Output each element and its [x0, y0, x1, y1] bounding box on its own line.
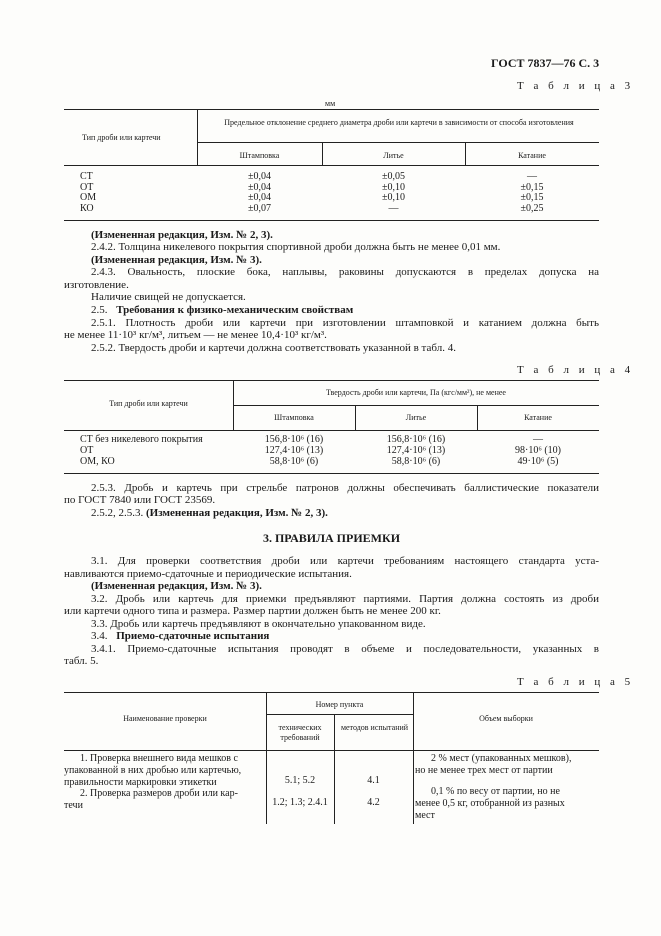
table4-row-type: СТ без никелевого покрытия	[80, 434, 203, 445]
table4-cell: 49·10⁶ (5)	[517, 456, 559, 467]
page-header: ГОСТ 7837—76 С. 3	[491, 56, 600, 70]
table5-r1-line2: упакованной в них дробью или картечью,	[64, 765, 242, 776]
table4-col-stamp: Штамповка	[274, 413, 314, 422]
table3-unit: мм	[325, 99, 336, 108]
table3-row-type: ОТ	[80, 181, 94, 193]
para-2-5-2: 2.5.2. Твердость дроби и картечи должна соответствовать указанной в табл. 4.	[91, 342, 456, 354]
amend-note-2: (Измененная редакция, Изм. № 3).	[91, 254, 262, 266]
table4-cell: 127,4·10⁶ (13)	[386, 445, 446, 456]
table4-cell: 58,8·10⁶ (6)	[391, 456, 441, 467]
para-fistulas: Наличие свищей не допускается.	[91, 291, 246, 303]
table4-cell: 156,8·10⁶ (16)	[264, 434, 324, 445]
table3-cell: ±0,25	[520, 202, 544, 214]
para-3-3: 3.3. Дробь или картечь предъявляют в окончательно упакованном виде.	[91, 618, 426, 630]
section-3-4-title: Приемо-сдаточные испытания	[116, 630, 270, 642]
para-2-5-1-a: 2.5.1. Плотность дроби или картечи при изготовлении штамповкой и катанием должна быть	[91, 317, 599, 329]
section-2-5	[91, 304, 353, 317]
table3-col-type: Тип дроби или картечи	[82, 133, 161, 142]
table3-cell: —	[388, 202, 399, 214]
table5-r1-line3: правильности маркировки этикетки	[64, 777, 217, 788]
table3-cell: ±0,04	[248, 192, 271, 203]
table5-r1-line1: 1. Проверка внешнего вида мешков с	[80, 753, 238, 764]
para-3-4-1-a: 3.4.1. Приемо-сдаточные испытания проводят в объеме и последовательности, указанных в	[91, 643, 599, 655]
para-2-4-2: 2.4.2. Толщина никелевого покрытия спортивной дроби должна быть не менее 0,01 мм.	[91, 241, 501, 253]
table5-group-header: Номер пункта	[315, 700, 364, 709]
table3-cell: ±0,04	[248, 171, 271, 182]
table5-r1-vol-line2: но не менее трех мест от партии	[415, 765, 553, 776]
table3-row-type: КО	[80, 202, 94, 214]
amend-note-3-lead: 2.5.2, 2.5.3.	[91, 507, 144, 519]
table4-cell: —	[533, 434, 543, 445]
table3-cell: ±0,15	[520, 181, 544, 193]
table5-r1-vol-line1: 2 % мест (упакованных мешков),	[431, 753, 572, 764]
amend-note-1: (Измененная редакция, Изм. № 2, 3).	[91, 229, 273, 241]
table3-row-type: СТ	[80, 171, 93, 182]
table3-subheader-rule	[197, 142, 599, 143]
table5-r1-tech: 5.1; 5.2	[284, 775, 316, 786]
table5-r2-vol-line2: менее 0,5 кг, отобранной из разных	[415, 798, 565, 809]
table3-cell: ±0,15	[520, 192, 544, 203]
table5-r2-method: 4.2	[367, 797, 380, 808]
table3-cell: ±0,04	[248, 181, 271, 193]
table3-cell: ±0,07	[248, 202, 271, 214]
table3-cell: —	[527, 171, 537, 182]
table5-top-rule	[64, 692, 599, 693]
para-3-1-b: навливаются приемо-сдаточные и периодические испытания.	[64, 568, 352, 580]
table3-col-stamp: Штамповка	[239, 151, 280, 160]
table4-cell: 58,8·10⁶ (6)	[269, 456, 319, 467]
table4-col-roll: Катание	[524, 413, 552, 422]
amend-note-3-text: (Измененная редакция, Изм. № 2, 3).	[146, 507, 328, 519]
table3-cell: ±0,05	[382, 171, 405, 182]
table3-cell: ±0,10	[382, 192, 405, 203]
table3-header-rule	[64, 165, 599, 166]
table3-group-header: Предельное отклонение среднего диаметра дроби или картечи в зависимости от способа изготовления	[224, 118, 574, 127]
section-3-4-number: 3.4.	[91, 630, 108, 642]
table5-r2-tech: 1.2; 1.3; 2.4.1	[272, 797, 328, 808]
table5-col-name: Наименование проверки	[123, 714, 207, 723]
table4-row-type: ОТ	[80, 445, 94, 456]
para-2-4-3-b: изготовление.	[64, 279, 129, 291]
table4-header-rule	[64, 430, 599, 431]
amend-note-3	[91, 507, 328, 520]
table3-top-rule	[64, 109, 599, 110]
para-2-5-3-b: по ГОСТ 7840 или ГОСТ 23569.	[64, 494, 216, 506]
table5-col-volume: Объем выборки	[479, 714, 533, 723]
table4-row-type: ОМ, КО	[80, 456, 115, 467]
table5-r2-line1: 2. Проверка размеров дроби или кар-	[80, 788, 238, 799]
table3-caption: Т а б л и ц а 3	[517, 80, 634, 92]
table5-caption: Т а б л и ц а 5	[517, 676, 634, 688]
table5-header-rule	[64, 750, 599, 751]
table5-r2-vol-line1: 0,1 % по весу от партии, но не	[431, 786, 560, 797]
para-2-4-3-a: 2.4.3. Овальность, плоские бока, наплывы, раковины допускаются в пределах допуска на	[91, 266, 599, 278]
table4-cell: 156,8·10⁶ (16)	[386, 434, 446, 445]
table4-cell: 127,4·10⁶ (13)	[264, 445, 324, 456]
section-2-5-number: 2.5.	[91, 304, 108, 316]
para-3-1-a: 3.1. Для проверки соответствия дроби или картечи требованиям настоящего стандарта уста-	[91, 555, 599, 567]
table4-top-rule	[64, 380, 599, 381]
table3-row-type: ОМ	[80, 192, 97, 203]
para-3-4-1-b: табл. 5.	[64, 655, 99, 667]
table3-cell: ±0,10	[382, 181, 405, 193]
para-3-2-b: или картечи одного типа и размера. Размер партии должен быть не менее 200 кг.	[64, 605, 441, 617]
table5-r2-line2: течи	[64, 800, 83, 811]
table5-r2-vol-line3: мест	[415, 810, 435, 821]
para-3-2-a: 3.2. Дробь или картечь для приемки предъявляют партиями. Партия должна состоять из дроби	[91, 593, 599, 605]
table4-bottom-rule	[64, 473, 599, 474]
table3-col-cast: Литье	[383, 151, 404, 160]
table3-bottom-rule	[64, 220, 599, 221]
table5-r1-method: 4.1	[367, 775, 380, 786]
table4-caption: Т а б л и ц а 4	[517, 364, 634, 376]
table4-col-type: Тип дроби или картечи	[109, 399, 188, 408]
para-2-5-3-a: 2.5.3. Дробь и картечь при стрельбе патронов должны обеспечивать баллистические показатели	[91, 482, 599, 494]
table4-cell: 98·10⁶ (10)	[515, 445, 561, 456]
amend-note-4: (Измененная редакция, Изм. № 3).	[91, 580, 262, 592]
para-2-5-1-b: не менее 11·10³ кг/м³, литьем — не менее 10,4·10³ кг/м³.	[64, 329, 327, 341]
table3-col-roll: Катание	[518, 151, 546, 160]
section-3-title: 3. ПРАВИЛА ПРИЕМКИ	[262, 531, 401, 545]
table5-col-method: методов испытаний	[340, 723, 409, 732]
table4-col-cast: Литье	[405, 413, 427, 422]
table5-col-tech: технических требований	[278, 723, 322, 742]
section-3-4	[91, 630, 269, 643]
section-2-5-title: Требования к физико-механическим свойствам	[116, 304, 354, 316]
table4-group-header: Твердость дроби или картечи, Па (кгс/мм²), не менее	[326, 388, 506, 397]
